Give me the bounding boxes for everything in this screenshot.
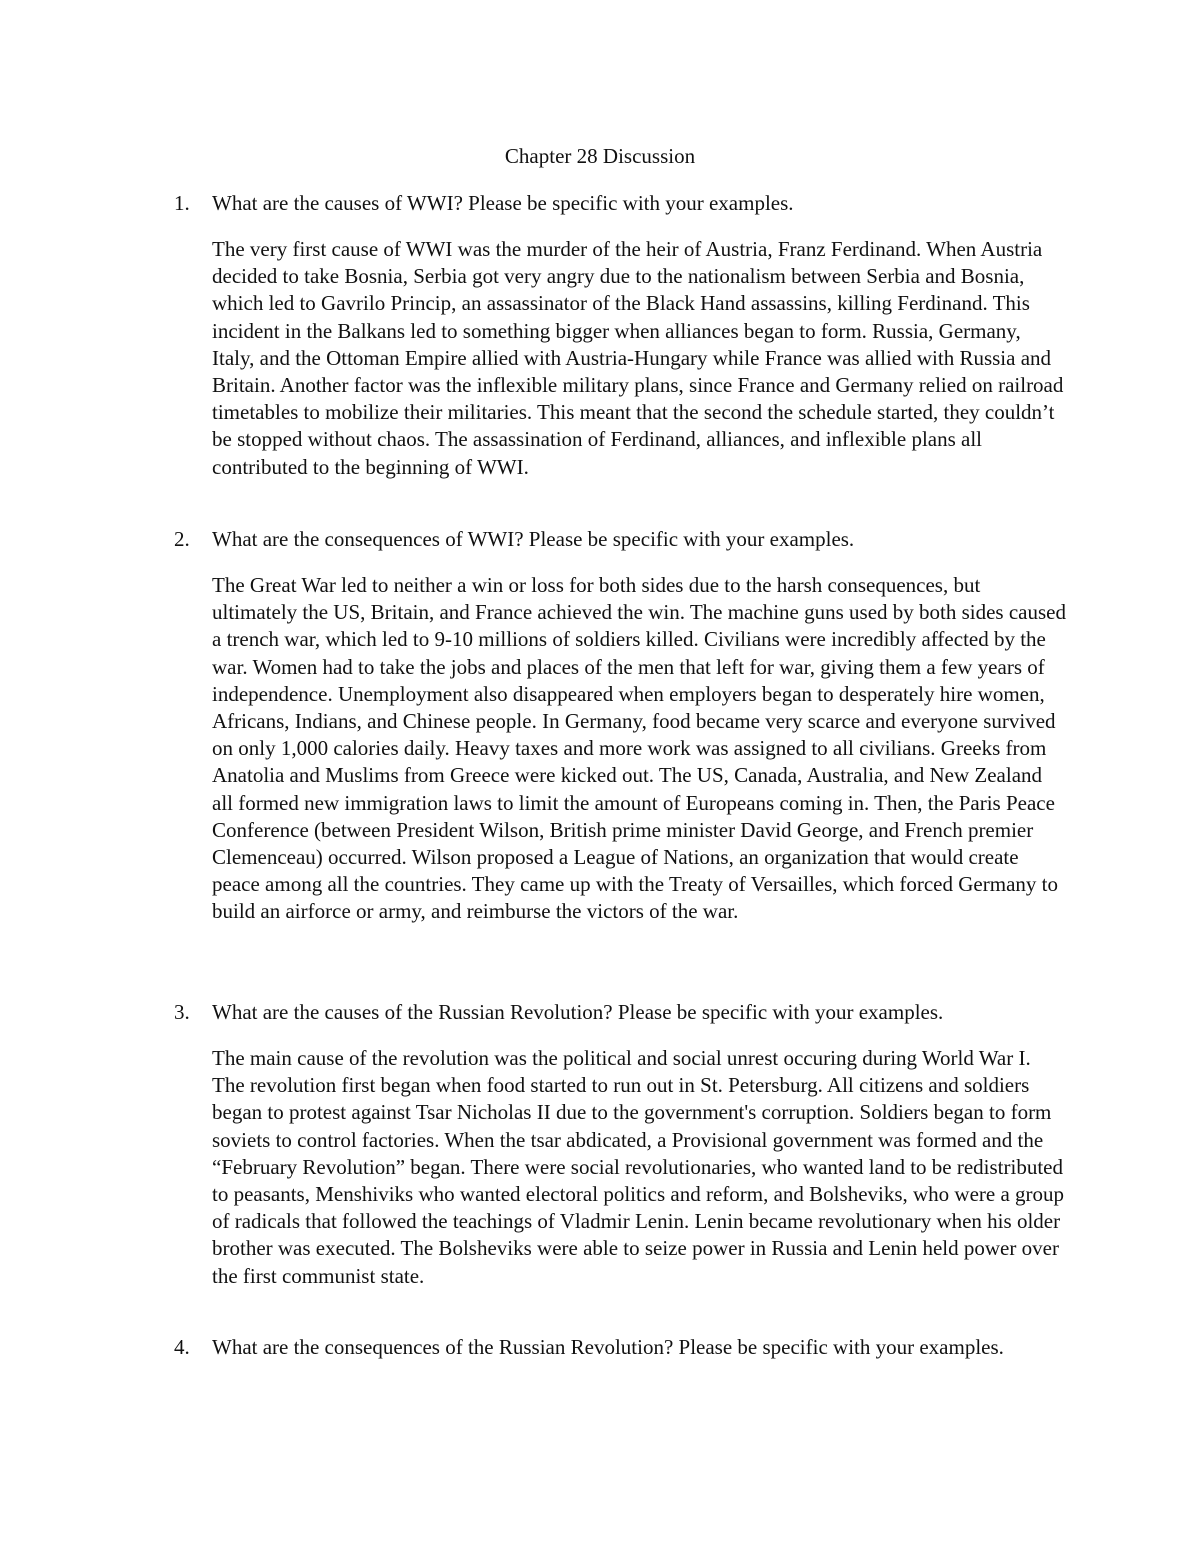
question-number: 2. (174, 527, 190, 551)
question-text: What are the causes of the Russian Revolution? Please be specific with your examples. (212, 1000, 944, 1024)
question-1 (174, 190, 1054, 217)
question-text: What are the consequences of WWI? Please be specific with your examples. (212, 527, 855, 551)
question-2 (174, 526, 1054, 553)
question-text: What are the consequences of the Russian Revolution? Please be specific with your examples. (212, 1335, 1004, 1359)
question-text: What are the causes of WWI? Please be specific with your examples. (212, 191, 794, 215)
question-number: 1. (174, 191, 190, 215)
document-title: Chapter 28 Discussion (504, 144, 696, 168)
answer-3: The main cause of the revolution was the political and social unrest occuring during World War I. The revolution first began when food started to run out in St. Petersburg. All citizens and soldiers began to protest against Tsar Nicholas II due to the government's corruption. Soldiers began to form soviets to control factories. When the tsar abdicated, a Provisional government was formed and the “February Revolution” began. There were social revolutionaries, who wanted land to be redistributed to peasants, Menshiviks who wanted electoral politics and reform, and Bolsheviks, who were a group of radicals that followed the teachings of Vladmir Lenin. Lenin became revolutionary when his older brother was executed. The Bolsheviks were able to seize power in Russia and Lenin held power over the first communist state. (212, 1046, 1065, 1288)
answer-2: The Great War led to neither a win or loss for both sides due to the harsh consequences, but ultimately the US, Britain, and France achieved the win. The machine guns used by both sides caused a trench war, which led to 9-10 millions of soldiers killed. Civilians were incredibly affected by the war. Women had to take the jobs and places of the men that left for war, giving them a few years of independence. Unemployment also disappeared when employers began to desperately hire women, Africans, Indians, and Chinese people. In Germany, food became very scarce and everyone survived on only 1,000 calories daily. Heavy taxes and more work was assigned to all civilians. Greeks from Anatolia and Muslims from Greece were kicked out. The US, Canada, Australia, and New Zealand all formed new immigration laws to limit the amount of Europeans coming in. Then, the Paris Peace Conference (between President Wilson, British prime minister David George, and French premier Clemenceau) occurred. Wilson proposed a League of Nations, an organization that would create peace among all the countries. They came up with the Treaty of Versailles, which forced Germany to build an airforce or army, and reimburse the victors of the war. (212, 573, 1066, 924)
question-4 (174, 1334, 1054, 1361)
question-number: 4. (174, 1335, 190, 1359)
question-number: 3. (174, 1000, 190, 1024)
question-3 (174, 999, 1054, 1026)
answer-1: The very first cause of WWI was the murder of the heir of Austria, Franz Ferdinand. When Austria decided to take Bosnia, Serbia got very angry due to the nationalism between Serbia and Bosnia, which led to Gavrilo Princip, an assassinator of the Black Hand assassins, killing Ferdinand. This incident in the Balkans led to something bigger when alliances began to form. Russia, Germany, Italy, and the Ottoman Empire allied with Austria-Hungary while France was allied with Russia and Britain. Another factor was the inflexible military plans, since France and Germany relied on railroad timetables to mobilize their militaries. This meant that the second the schedule started, they couldn’t be stopped without chaos. The assassination of Ferdinand, alliances, and inflexible plans all contributed to the beginning of WWI. (212, 237, 1064, 479)
